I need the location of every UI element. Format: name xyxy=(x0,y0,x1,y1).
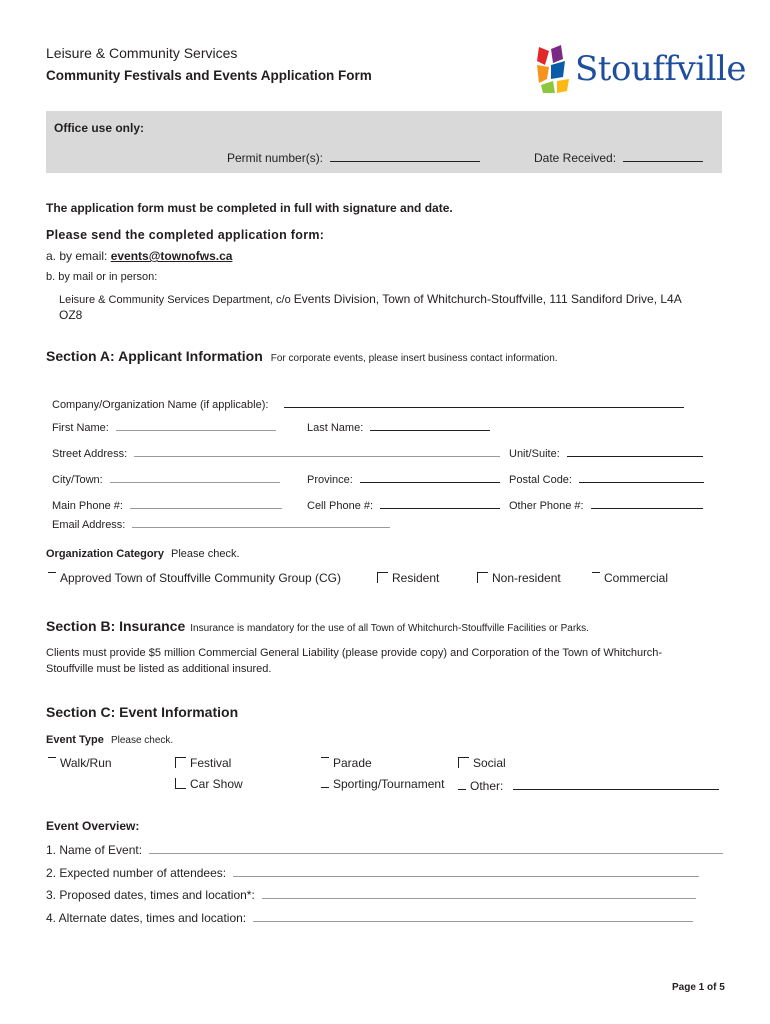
org-option-resident[interactable]: Resident xyxy=(377,571,439,585)
cell-phone-row: Cell Phone #: xyxy=(307,496,500,512)
complete-note: The application form must be completed in full with signature and date. xyxy=(46,201,453,215)
checkbox-walk-run[interactable] xyxy=(48,757,56,758)
last-name-field[interactable] xyxy=(370,418,490,431)
org-category-heading: Organization Category Please check. xyxy=(46,548,240,560)
cell-phone-field[interactable] xyxy=(380,496,500,509)
section-a-hint: For corporate events, please insert business contact information. xyxy=(270,353,558,364)
office-use-label: Office use only: xyxy=(54,121,145,135)
province-row: Province: xyxy=(307,470,500,486)
other-phone-row: Other Phone #: xyxy=(509,496,703,512)
overview-item-attendees: 2. Expected number of attendees: xyxy=(46,864,699,880)
insurance-body-line-2: Stouffville must be listed as additional insured. xyxy=(46,663,272,675)
address-line-1: Leisure & Community Services Department, c/o Events Division, Town of Whitchurch-Stouffville, 111 Sandiford Drive, L4A xyxy=(59,292,682,306)
checkbox-cg[interactable] xyxy=(48,572,56,573)
checkbox-parade[interactable] xyxy=(321,757,329,758)
event-name-field[interactable] xyxy=(149,841,723,854)
logo-wordmark: Stouffville xyxy=(575,49,746,89)
section-a-heading: Section A: Applicant Information For corporate events, please insert business contact information. xyxy=(46,348,558,364)
send-heading: Please send the completed application form: xyxy=(46,228,325,242)
company-row: Company/Organization Name (if applicable): xyxy=(52,395,684,411)
section-c-heading: Section C: Event Information xyxy=(46,704,239,720)
date-received-label: Date Received: xyxy=(534,149,703,165)
overview-item-alternate: 4. Alternate dates, times and location: xyxy=(46,909,693,925)
office-use-box xyxy=(46,111,722,173)
event-option-social[interactable]: Social xyxy=(458,756,506,770)
event-type-heading: Event Type Please check. xyxy=(46,734,174,746)
mail-label: b. by mail or in person: xyxy=(46,271,158,283)
event-option-car-show[interactable]: Car Show xyxy=(175,777,243,791)
first-name-field[interactable] xyxy=(116,418,276,431)
checkbox-social[interactable] xyxy=(458,757,469,768)
event-overview-heading: Event Overview: xyxy=(46,819,140,833)
org-option-cg[interactable]: Approved Town of Stouffville Community Group (CG) xyxy=(48,571,341,585)
checkbox-sporting[interactable] xyxy=(321,787,329,788)
postal-row: Postal Code: xyxy=(509,470,704,486)
org-option-non-resident[interactable]: Non-resident xyxy=(477,571,561,585)
city-row: City/Town: xyxy=(52,470,280,486)
other-event-type-field[interactable] xyxy=(513,777,719,790)
email-link[interactable]: events@townofws.ca xyxy=(110,249,233,263)
event-option-other[interactable]: Other: xyxy=(458,777,719,793)
main-phone-field[interactable] xyxy=(130,496,282,509)
attendees-field[interactable] xyxy=(233,864,699,877)
unit-suite-field[interactable] xyxy=(567,444,703,457)
logo-mark-icon xyxy=(535,43,575,95)
first-name-row: First Name: xyxy=(52,418,276,434)
date-received-field[interactable] xyxy=(623,149,703,162)
checkbox-car-show[interactable] xyxy=(175,778,186,789)
insurance-body-line-1: Clients must provide $5 million Commercial General Liability (please provide copy) and Corporation of the Town of Whitchurch- xyxy=(46,647,663,659)
event-option-walk-run[interactable]: Walk/Run xyxy=(48,756,112,770)
permit-number-label: Permit number(s): xyxy=(227,149,480,165)
address-line-2: OZ8 xyxy=(59,308,83,322)
stouffville-logo xyxy=(535,43,746,95)
event-option-festival[interactable]: Festival xyxy=(175,756,231,770)
page-number: Page 1 of 5 xyxy=(672,982,725,993)
street-row: Street Address: xyxy=(52,444,500,460)
event-option-sporting[interactable]: Sporting/Tournament xyxy=(321,777,444,791)
checkbox-commercial[interactable] xyxy=(592,572,600,573)
unit-row: Unit/Suite: xyxy=(509,444,703,460)
checkbox-resident[interactable] xyxy=(377,572,388,583)
event-option-parade[interactable]: Parade xyxy=(321,756,372,770)
section-b-hint: Insurance is mandatory for the use of all Town of Whitchurch-Stouffville Facilities or Parks. xyxy=(190,623,589,634)
form-title: Community Festivals and Events Application Form xyxy=(46,68,372,83)
city-field[interactable] xyxy=(110,470,280,483)
province-field[interactable] xyxy=(360,470,500,483)
email-row: Email Address: xyxy=(52,515,390,531)
section-b-heading: Section B: Insurance Insurance is mandatory for the use of all Town of Whitchurch-Stouffville Facilities or Parks. xyxy=(46,618,589,634)
main-phone-row: Main Phone #: xyxy=(52,496,282,512)
org-option-commercial[interactable]: Commercial xyxy=(592,571,668,585)
company-field[interactable] xyxy=(284,395,684,408)
checkbox-festival[interactable] xyxy=(175,757,186,768)
street-address-field[interactable] xyxy=(134,444,500,457)
email-address-field[interactable] xyxy=(132,515,390,528)
overview-item-proposed: 3. Proposed dates, times and location*: xyxy=(46,886,696,902)
checkbox-non-resident[interactable] xyxy=(477,572,488,583)
checkbox-other[interactable] xyxy=(458,789,466,790)
last-name-row: Last Name: xyxy=(307,418,490,434)
postal-code-field[interactable] xyxy=(579,470,704,483)
email-line: a. by email: events@townofws.ca xyxy=(46,249,233,263)
department-name: Leisure & Community Services xyxy=(46,45,238,61)
alternate-dates-field[interactable] xyxy=(253,909,693,922)
permit-number-field[interactable] xyxy=(330,149,480,162)
proposed-dates-field[interactable] xyxy=(262,886,696,899)
overview-item-name: 1. Name of Event: xyxy=(46,841,723,857)
other-phone-field[interactable] xyxy=(591,496,703,509)
